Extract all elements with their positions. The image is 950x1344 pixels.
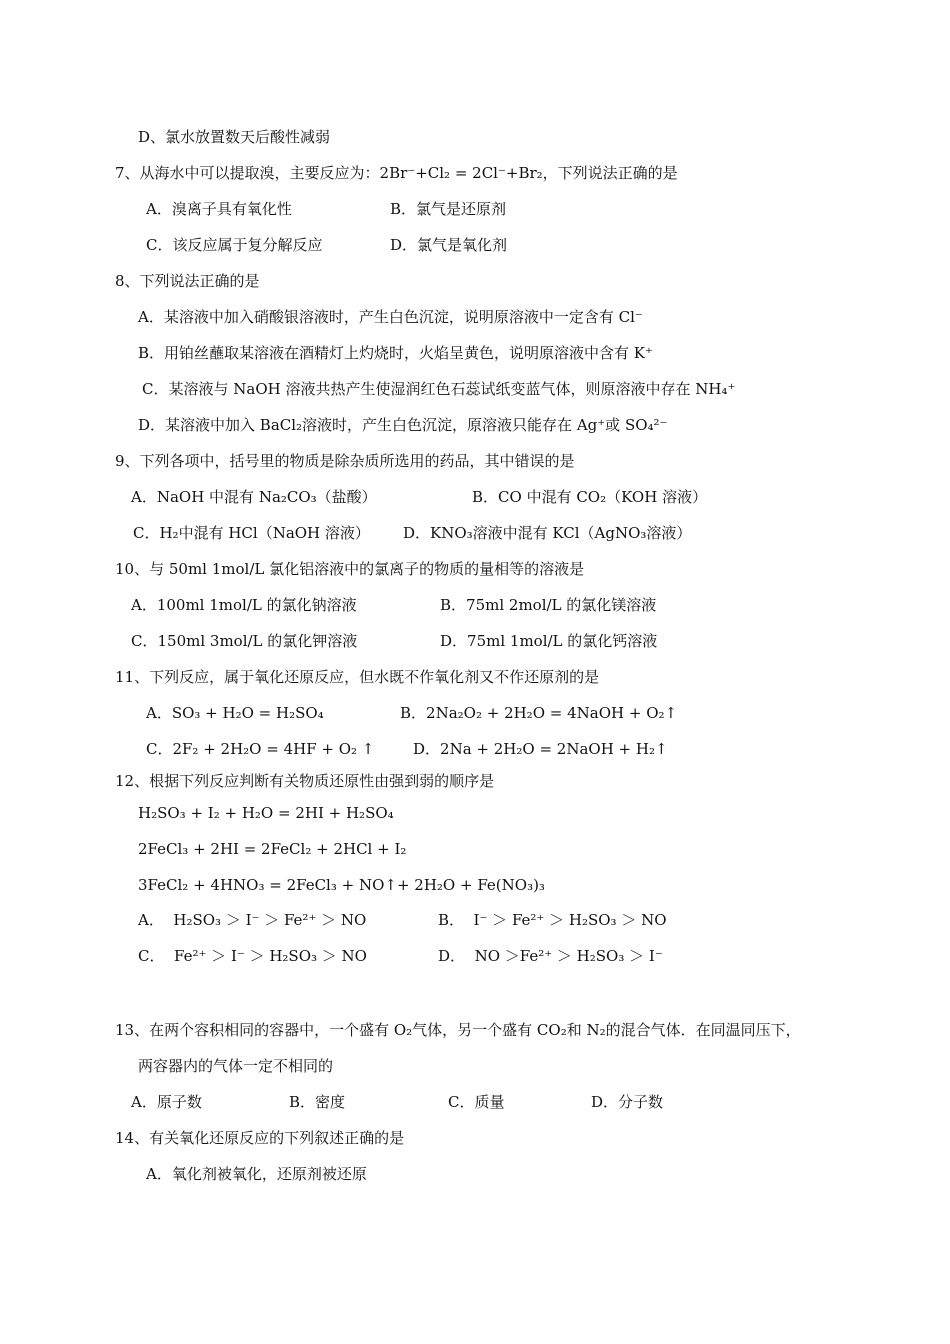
q13-option-a: A．原子数 [131,1093,202,1111]
q9-option-b: B．CO 中混有 CO₂（KOH 溶液） [472,488,708,506]
q8-option-c: C．某溶液与 NaOH 溶液共热产生使湿润红色石蕊试纸变蓝气体，则原溶液中存在 NH₄⁺ [142,380,736,398]
q8-stem: 8、下列说法正确的是 [115,272,260,290]
q14-option-a: A．氧化剂被氧化，还原剂被还原 [146,1165,367,1183]
q10-option-d: D．75ml 1mol/L 的氯化钙溶液 [440,632,658,650]
q9-option-d: D．KNO₃溶液中混有 KCl（AgNO₃溶液） [403,524,692,542]
q8-option-b: B．用铂丝蘸取某溶液在酒精灯上灼烧时，火焰呈黄色，说明原溶液中含有 K⁺ [138,344,653,362]
q9-stem: 9、下列各项中，括号里的物质是除杂质所选用的药品，其中错误的是 [115,452,575,470]
q13-option-c: C．质量 [448,1093,505,1111]
q13-option-d: D．分子数 [591,1093,664,1111]
q11-option-b: B．2Na₂O₂ + 2H₂O = 4NaOH + O₂↑ [400,704,678,722]
q7-option-c: C．该反应属于复分解反应 [146,236,323,254]
q7-option-a: A．溴离子具有氧化性 [146,200,292,218]
q6-option-d: D、氯水放置数天后酸性减弱 [138,128,331,146]
q12-reaction-3: 3FeCl₂ + 4HNO₃ = 2FeCl₃ + NO↑+ 2H₂O + Fe(NO₃)₃ [138,876,545,894]
q11-option-a: A．SO₃ + H₂O = H₂SO₄ [146,704,324,722]
q10-option-c: C．150ml 3mol/L 的氯化钾溶液 [131,632,358,650]
q12-option-c: C． Fe²⁺ ＞ I⁻ ＞ H₂SO₃ ＞ NO [138,947,367,965]
q10-option-a: A．100ml 1mol/L 的氯化钠溶液 [131,596,357,614]
q12-option-d: D． NO ＞Fe²⁺ ＞ H₂SO₃ ＞ I⁻ [438,947,663,965]
q14-stem: 14、有关氧化还原反应的下列叙述正确的是 [115,1129,405,1147]
q11-option-d: D．2Na + 2H₂O = 2NaOH + H₂↑ [413,740,668,758]
q7-option-d: D．氯气是氧化剂 [390,236,508,254]
q7-stem: 7、从海水中可以提取溴，主要反应为：2Br⁻+Cl₂ = 2Cl⁻+Br₂，下列说法正确的是 [115,164,678,182]
q13-stem-line1: 13、在两个容积相同的容器中，一个盛有 O₂气体，另一个盛有 CO₂和 N₂的混合气体．在同温同压下， [115,1021,801,1039]
q11-option-c: C．2F₂ + 2H₂O = 4HF + O₂ ↑ [146,740,375,758]
q11-stem: 11、下列反应，属于氧化还原反应，但水既不作氧化剂又不作还原剂的是 [115,668,600,686]
q13-option-b: B．密度 [289,1093,346,1111]
q12-reaction-2: 2FeCl₃ + 2HI = 2FeCl₂ + 2HCl + I₂ [138,840,407,858]
q8-option-a: A．某溶液中加入硝酸银溶液时，产生白色沉淀，说明原溶液中一定含有 Cl⁻ [138,308,643,326]
q12-reaction-1: H₂SO₃ + I₂ + H₂O = 2HI + H₂SO₄ [138,804,394,822]
q13-stem-line2: 两容器内的气体一定不相同的 [138,1057,334,1075]
q12-stem: 12、根据下列反应判断有关物质还原性由强到弱的顺序是 [115,772,495,790]
q9-option-c: C．H₂中混有 HCl（NaOH 溶液） [133,524,370,542]
q8-option-d: D．某溶液中加入 BaCl₂溶液时，产生白色沉淀，原溶液只能存在 Ag⁺或 SO₄²⁻ [138,416,668,434]
q9-option-a: A．NaOH 中混有 Na₂CO₃（盐酸） [131,488,377,506]
q12-option-a: A． H₂SO₃ ＞ I⁻ ＞ Fe²⁺ ＞ NO [138,911,367,929]
q7-option-b: B．氯气是还原剂 [390,200,507,218]
q10-option-b: B．75ml 2mol/L 的氯化镁溶液 [440,596,657,614]
q10-stem: 10、与 50ml 1mol/L 氯化铝溶液中的氯离子的物质的量相等的溶液是 [115,560,585,578]
q12-option-b: B． I⁻ ＞ Fe²⁺ ＞ H₂SO₃ ＞ NO [438,911,667,929]
